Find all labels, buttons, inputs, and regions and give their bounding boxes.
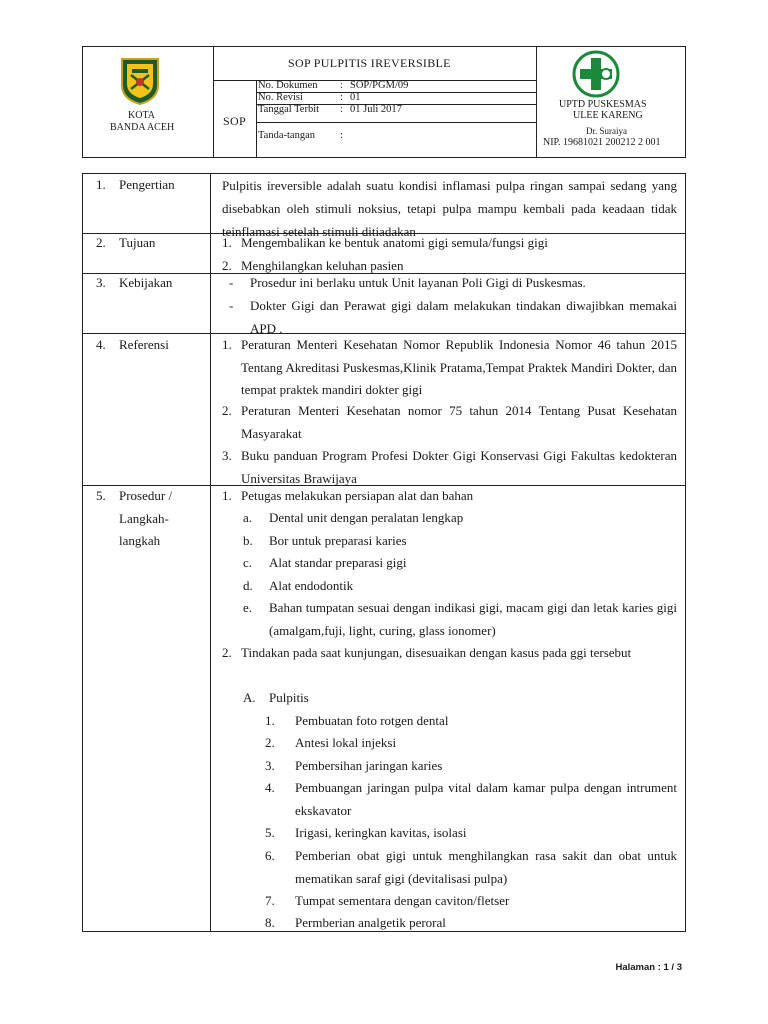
sub-item: Tumpat sementara dengan caviton/fletser — [295, 893, 510, 908]
list-marker: 2. — [222, 258, 232, 273]
sub-item: Pembuangan jaringan pulpa vital dalam kamar pulpa dengan intrument ekskavator — [295, 780, 677, 818]
list-item: Mengembalikan ke bentuk anatomi gigi semula/fungsi gigi — [241, 235, 548, 250]
doc-number-value: SOP/PGM/09 — [350, 80, 409, 91]
sub-item: Antesi lokal injeksi — [295, 735, 397, 750]
org-name-line1: UPTD PUSKESMAS — [559, 99, 647, 110]
list-marker: 1. — [222, 337, 232, 352]
list-marker: 3. — [222, 448, 232, 463]
row-number: 2. — [96, 235, 106, 250]
step-text: Petugas melakukan persiapan alat dan bahan — [241, 488, 474, 503]
section-label: Pulpitis — [269, 690, 309, 705]
definition-text: Pulpitis ireversible adalah suatu kondisi inflamasi pulpa ringan sampai sedang yang disebabkan oleh stimuli noksius, tetapi pulpa mampu kembali pada keadaan tidak teinflamasi setelah stimuli ditiadakan — [222, 178, 677, 239]
city-name-line2: BANDA ACEH — [110, 122, 175, 133]
document-title: SOP PULPITIS IREVERSIBLE — [288, 56, 451, 70]
sub-item: Pembersihan jaringan karies — [295, 758, 443, 773]
list-item: Buku panduan Program Profesi Dokter Gigi Konservasi Gigi Fakultas kedokteran Universitas Brawijaya — [241, 448, 677, 486]
doc-number-sep: : — [340, 80, 343, 91]
step-marker: 1. — [222, 488, 232, 503]
sub-item: Irigasi, keringkan kavitas, isolasi — [295, 825, 467, 840]
list-item: Dokter Gigi dan Perawat gigi dalam melakukan tindakan diwajibkan memakai APD . — [250, 298, 677, 336]
city-name-line1: KOTA — [128, 110, 155, 121]
sub-item: Pembuatan foto rotgen dental — [295, 713, 449, 728]
issue-date-sep: : — [340, 104, 343, 115]
row-number: 1. — [96, 177, 106, 192]
org-name-line2: ULEE KARENG — [573, 110, 643, 121]
row-label-referensi: Referensi — [119, 337, 169, 352]
list-marker: 2. — [222, 403, 232, 418]
sub-item: Bahan tumpatan sesuai dengan indikasi gigi, macam gigi dan letak karies gigi (amalgam,fuji, light, curing, glass ionomer) — [269, 600, 677, 638]
page-number: Halaman : 1 / 3 — [615, 962, 682, 973]
list-item: Menghilangkan keluhan pasien — [241, 258, 404, 273]
sub-marker: 5. — [265, 825, 275, 840]
sub-marker: 7. — [265, 893, 275, 908]
puskesmas-logo-icon — [572, 50, 620, 98]
sub-marker: 2. — [265, 735, 275, 750]
row-label-prosedur-2: Langkah- — [119, 511, 169, 526]
doc-number-label: No. Dokumen — [258, 80, 318, 91]
sub-item: Alat standar preparasi gigi — [269, 555, 407, 570]
signer-nip: NIP. 19681021 200212 2 001 — [543, 137, 661, 148]
sub-marker: 1. — [265, 713, 275, 728]
sub-item: Pemberian obat gigi untuk menghilangkan rasa sakit dan obat untuk mematikan saraf gigi (devitalisasi pulpa) — [295, 848, 677, 886]
sop-label: SOP — [223, 114, 246, 128]
list-item: Peraturan Menteri Kesehatan nomor 75 tahun 2014 Tentang Pusat Kesehatan Masyarakat — [241, 403, 677, 441]
sub-item: Dental unit dengan peralatan lengkap — [269, 510, 464, 525]
sub-marker: e. — [243, 600, 253, 615]
signature-sep: : — [340, 130, 343, 141]
sub-marker: b. — [243, 533, 253, 548]
list-item: Peraturan Menteri Kesehatan Nomor Republik Indonesia Nomor 46 tahun 2015 Tentang Akreditasi Puskesmas,Klinik Pratama,Tempat Praktek Mandiri Dokter, dan tempat praktek mandiri dokter gigi — [241, 337, 677, 397]
row-number: 5. — [96, 488, 106, 503]
revision-label: No. Revisi — [258, 92, 303, 103]
sub-marker: a. — [243, 510, 253, 525]
kota-banda-aceh-emblem-icon — [118, 55, 162, 105]
signature-label: Tanda-tangan — [258, 130, 315, 141]
row-number: 3. — [96, 275, 106, 290]
row-label-tujuan: Tujuan — [119, 235, 156, 250]
sub-marker: c. — [243, 555, 253, 570]
list-marker: - — [229, 298, 234, 313]
sub-item: Alat endodontik — [269, 578, 354, 593]
revision-sep: : — [340, 92, 343, 103]
issue-date-value: 01 Juli 2017 — [350, 104, 402, 115]
signer-name: Dr. Suraiya — [586, 126, 627, 136]
revision-value: 01 — [350, 92, 361, 103]
step-text: Tindakan pada saat kunjungan, disesuaikan dengan kasus pada ggi tersebut — [241, 645, 632, 660]
step-marker: 2. — [222, 645, 232, 660]
sub-marker: 4. — [265, 780, 275, 795]
sub-marker: 6. — [265, 848, 275, 863]
section-marker: A. — [243, 690, 256, 705]
list-marker: - — [229, 275, 234, 290]
row-number: 4. — [96, 337, 106, 352]
sub-marker: d. — [243, 578, 253, 593]
row-label-prosedur: Prosedur / — [119, 488, 173, 503]
list-marker: 1. — [222, 235, 232, 250]
list-item: Prosedur ini berlaku untuk Unit layanan Poli Gigi di Puskesmas. — [250, 275, 586, 290]
sop-content-table — [82, 173, 686, 932]
row-label-pengertian: Pengertian — [119, 177, 175, 192]
sub-marker: 8. — [265, 915, 275, 930]
issue-date-label: Tanggal Terbit — [258, 104, 320, 115]
sub-item: Bor untuk preparasi karies — [269, 533, 407, 548]
row-label-kebijakan: Kebijakan — [119, 275, 173, 290]
sub-item: Permberian analgetik peroral — [295, 915, 446, 930]
row-label-prosedur-3: langkah — [119, 533, 161, 548]
sub-marker: 3. — [265, 758, 275, 773]
